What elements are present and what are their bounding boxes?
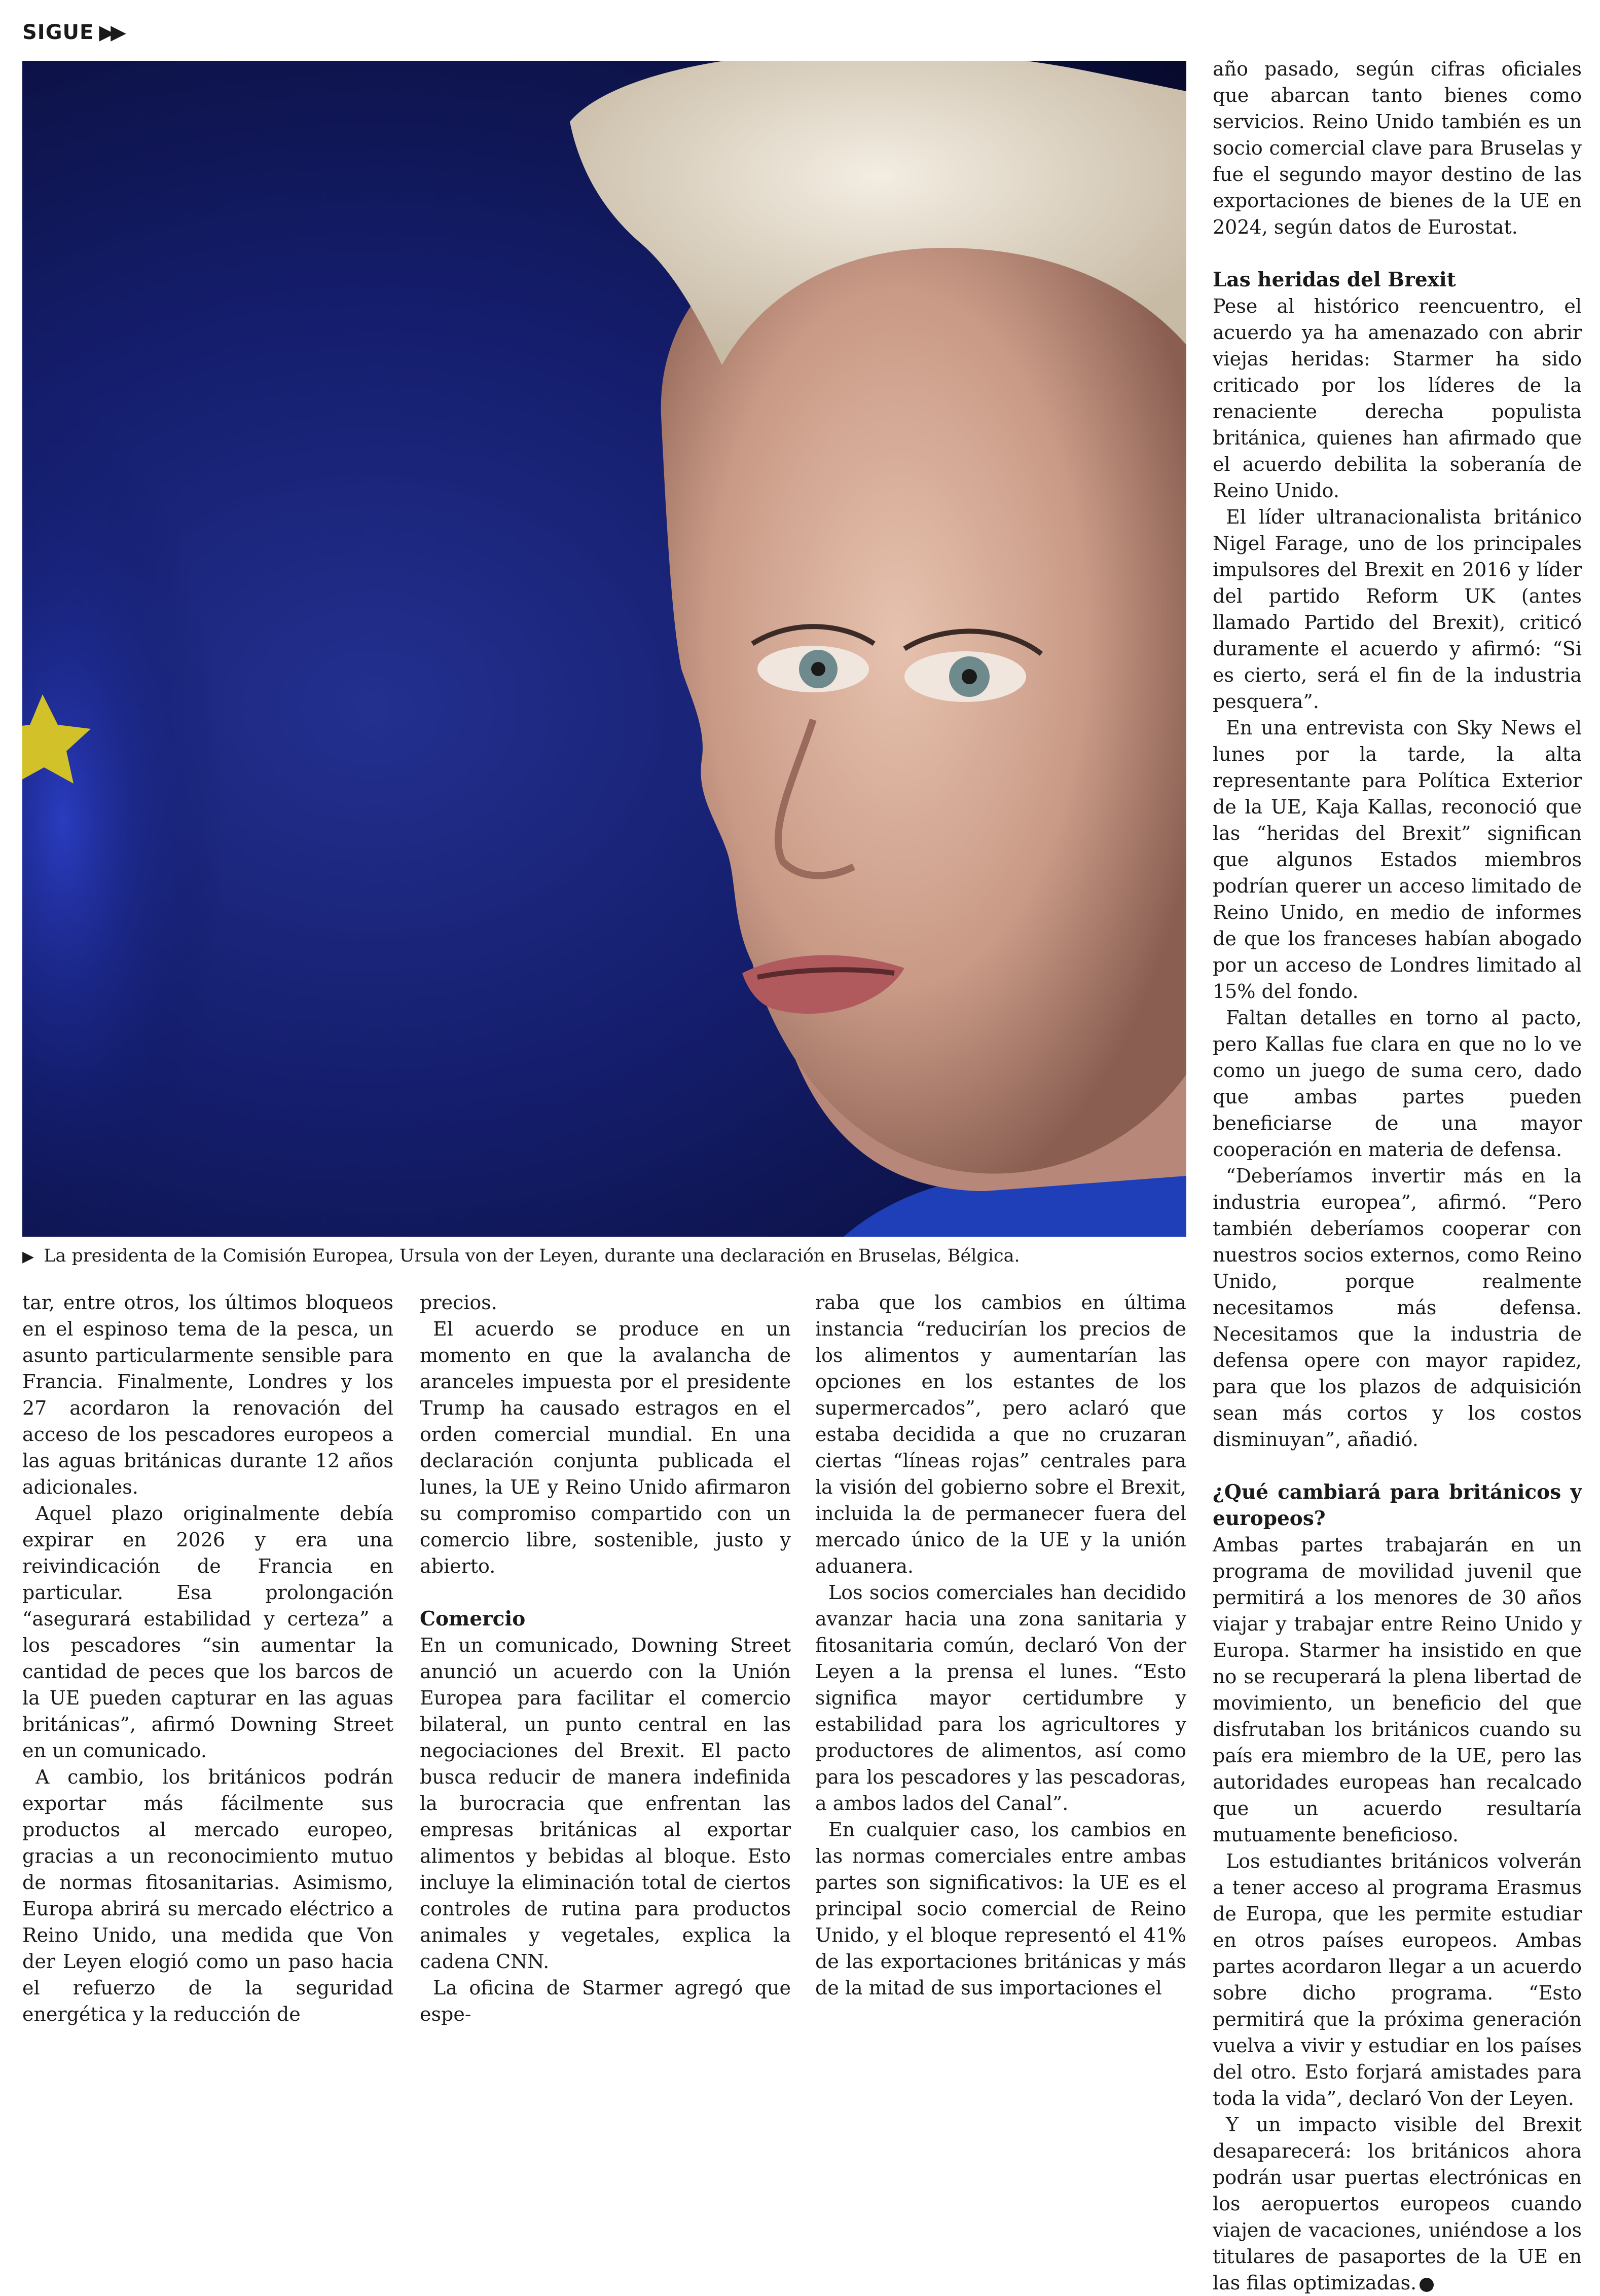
section-kicker <box>22 18 122 47</box>
kicker-label: SIGUE <box>22 21 94 44</box>
paragraph: raba que los cambios en última instancia “reducirían los precios de los alimentos y aumentarían las opciones en los estantes de los supermercados”, pero aclaró que estaba decidida a que no cruzaran ciertas “líneas rojas” centrales para la visión del gobierno sobre el Brexit, incluida la de permanecer fuera del mercado único de la UE y la unión aduanera. <box>815 1291 1186 1577</box>
paragraph: La oficina de Starmer agregó que espe- <box>420 1977 791 2025</box>
paragraph: En cualquier caso, los cambios en las normas comerciales entre ambas partes son significativos: la UE es el principal socio comercial de Reino Unido, y el bloque representó el 41% de las exportaciones británicas y más de la mitad de sus importaciones el <box>815 1819 1186 1999</box>
double-arrow-icon: ▶▶ <box>99 21 122 44</box>
article-column-2 <box>420 1289 791 2027</box>
photo-caption <box>22 1241 1188 1271</box>
paragraph: Los socios comerciales han decidido avanzar hacia una zona sanitaria y fitosanitaria común, declaró Von der Leyen a la prensa el lunes. “Esto significa mayor certidumbre y estabilidad para los agricultores y productores de alimentos, así como para los pescadores y las pescadoras, a ambos lados del Canal”. <box>815 1581 1186 1814</box>
paragraph: Ambas partes trabajarán en un programa de movilidad juvenil que permitirá a los menores de 30 años viajar y trabajar entre Reino Unido y Europa. Starmer ha insistido en que no se recuperará la plena libertad de movimiento, un beneficio del que disfrutaban los británicos cuando su país era miembro de la UE, pero las autoridades europeas han recalcado que un acuerdo resultaría mutuamente beneficioso. <box>1213 1534 1582 1846</box>
paragraph: Faltan detalles en torno al pacto, pero Kallas fue clara en que no lo ve como un juego de suma cero, dado que ambas partes pueden beneficiarse de una mayor cooperación en materia de defensa. <box>1213 1007 1582 1161</box>
paragraph-text: Y un impacto visible del Brexit desaparecerá: los británicos ahora podrán usar puertas electrónicas en los aeropuertos europeos cuando viajen de vacaciones, uniéndose a los titulares de pasaportes de la UE en las filas optimizadas. <box>1213 2114 1582 2294</box>
paragraph: Los estudiantes británicos volverán a tener acceso al programa Erasmus de Europa, que les permite estudiar en otros países europeos. Ambas partes acordaron llegar a un acuerdo sobre dicho programa. “Esto permitirá que la próxima generación vuelva a vivir y estudiar en los países del otro. Esto forjará amistades para toda la vida”, declaró Von der Leyen. <box>1213 1850 1582 2109</box>
article-column-3 <box>815 1289 1186 2001</box>
paragraph: A cambio, los británicos podrán exportar más fácilmente sus productos al mercado europeo, gracias a un reconocimiento mutuo de normas fitosanitarias. Asimismo, Europa abrirá su mercado eléctrico a Reino Unido, una medida que Von der Leyen elogió como un paso hacia el refuerzo de la seguridad energética y la reducción de <box>22 1766 393 2025</box>
paragraph: precios. <box>420 1291 497 1314</box>
paragraph: Aquel plazo originalmente debía expirar en 2026 y era una reivindicación de Francia en particular. Esa prolongación “asegurará estabilidad y certeza” a los pescadores “sin aumentar la cantidad de peces que los barcos de la UE pueden capturar en las aguas británicas”, afirmó Downing Street en un comunicado. <box>22 1502 393 1762</box>
paragraph: “Deberíamos invertir más en la industria europea”, afirmó. “Pero también deberíamos cooperar con nuestros socios externos, como Reino Unido, porque realmente necesitamos más defensa. Necesitamos que la industria de defensa opere con mayor rapidez, para que los plazos de adquisición sean más cortos y los costos disminuyan”, añadió. <box>1213 1165 1582 1451</box>
subheading-que-cambiara: ¿Qué cambiará para británicos y europeos? <box>1213 1480 1582 1530</box>
paragraph: tar, entre otros, los últimos bloqueos en el espinoso tema de la pesca, un asunto particularmente sensible para Francia. Finalmente, Londres y los 27 acordaron la renovación del acceso de los pescadores europeos a las aguas británicas durante 12 años adicionales. <box>22 1291 393 1498</box>
caption-arrow-icon: ▶ <box>22 1248 34 1266</box>
subheading-comercio: Comercio <box>420 1607 526 1631</box>
paragraph: El acuerdo se produce en un momento en que la avalancha de aranceles impuesta por el presidente Trump ha causado estragos en el orden comercial mundial. En una declaración conjunta publicada el lunes, la UE y Reino Unido afirmaron su compromiso compartido con un comercio libre, sostenible, justo y abierto. <box>420 1318 791 1577</box>
paragraph: El líder ultranacionalista británico Nigel Farage, uno de los principales impulsores del Brexit en 2016 y líder del partido Reform UK (antes llamado Partido del Brexit), criticó duramente el acuerdo y afirmó: “Si es cierto, será el fin de la industria pesquera”. <box>1213 506 1582 713</box>
paragraph <box>1213 2112 1582 2296</box>
end-mark-icon <box>1420 2278 1434 2292</box>
news-photo <box>22 61 1186 1237</box>
caption-text: La presidenta de la Comisión Europea, Ursula von der Leyen, durante una declaración en Bruselas, Bélgica. <box>44 1246 1020 1266</box>
subheading-heridas-del-brexit: Las heridas del Brexit <box>1213 268 1456 291</box>
paragraph: En un comunicado, Downing Street anunció un acuerdo con la Unión Europea para facilitar el comercio bilateral, un punto central en las negociaciones del Brexit. El pacto busca reducir de manera indefinida la burocracia que enfrentan las empresas británicas al exportar alimentos y bebidas al bloque. Esto incluye la eliminación total de ciertos controles de rutina para productos animales y vegetales, explica la cadena CNN. <box>420 1634 791 1973</box>
paragraph: año pasado, según cifras oficiales que abarcan tanto bienes como servicios. Reino Unido también es un socio comercial clave para Bruselas y fue el segundo mayor destino de las exportaciones de bienes de la UE en 2024, según datos de Eurostat. <box>1213 58 1582 238</box>
portrait-illustration <box>22 61 1186 1237</box>
paragraph: En una entrevista con Sky News el lunes por la tarde, la alta representante para Política Exterior de la UE, Kaja Kallas, reconoció que las “heridas del Brexit” significan que algunos Estados miembros podrían querer un acceso limitado de Reino Unido, en medio de informes de que los franceses habían abogado por un acceso de Londres limitado al 15% del fondo. <box>1213 717 1582 1003</box>
article-column-1 <box>22 1289 393 2027</box>
article-column-4 <box>1213 56 1582 2296</box>
paragraph: Pese al histórico reencuentro, el acuerdo ya ha amenazado con abrir viejas heridas: Starmer ha sido criticado por los líderes de la renaciente derecha populista británica, quienes han afirmado que el acuerdo debilita la soberanía de Reino Unido. <box>1213 295 1582 502</box>
eu-flag-blur <box>22 405 225 1237</box>
